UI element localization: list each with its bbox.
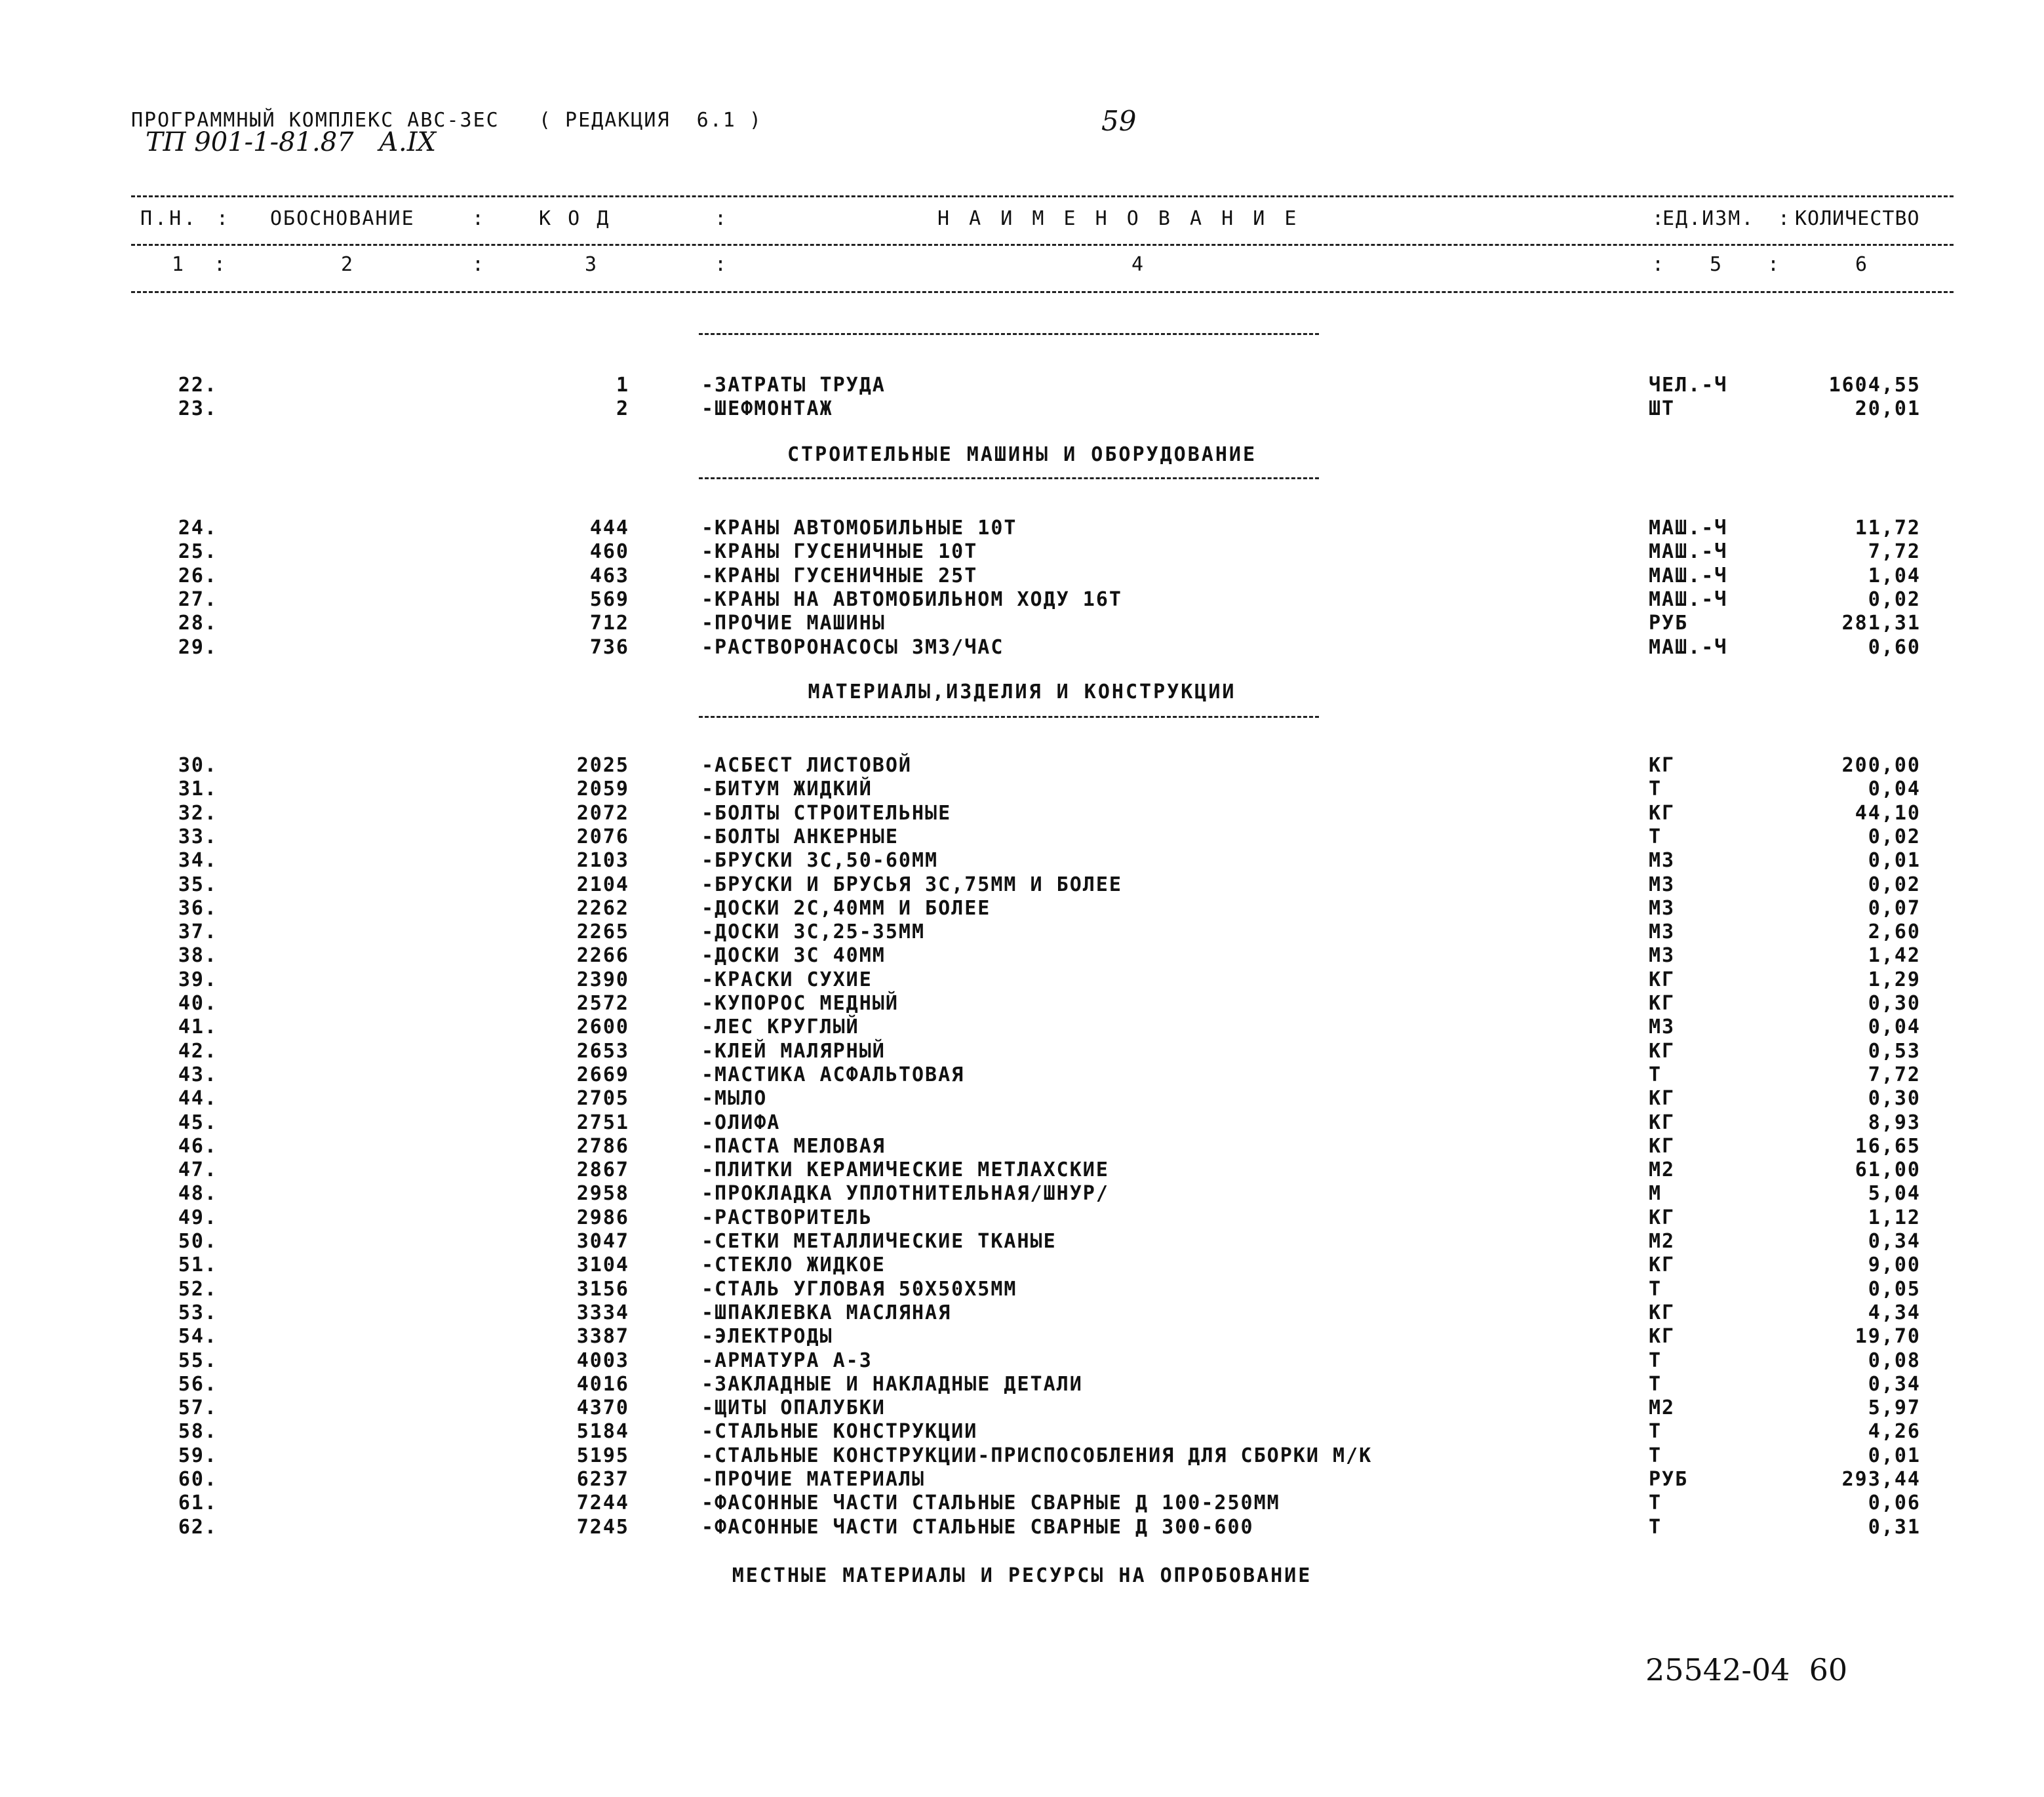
- table-row: [0, 754, 2044, 778]
- col-sep: :: [214, 253, 229, 276]
- program-header: ПРОГРАММНЫЙ КОМПЛЕКС АВС-3ЕС ( РЕДАКЦИЯ 6.1 ): [131, 109, 762, 132]
- row-quantity: 1,42: [1868, 944, 1921, 968]
- row-code: 2265: [576, 920, 629, 944]
- row-name: -ЗАТРАТЫ ТРУДА: [701, 374, 886, 397]
- col-sep: :: [1778, 207, 1793, 230]
- row-name: -ФАСОННЫЕ ЧАСТИ СТАЛЬНЫЕ СВАРНЫЕ Д 100-250ММ: [701, 1491, 1280, 1515]
- row-code: 2262: [576, 896, 629, 920]
- col-sep: :: [472, 207, 487, 230]
- row-number: 32.: [178, 801, 218, 825]
- header-rule-top: [131, 195, 1954, 197]
- col-header-qty: КОЛИЧЕСТВО: [1795, 207, 1920, 230]
- row-code: 3334: [576, 1301, 629, 1324]
- row-name: -ОЛИФА: [701, 1111, 781, 1134]
- col-header-name: Н А И М Е Н О В А Н И Е: [937, 207, 1301, 230]
- table-row: [0, 1111, 2044, 1135]
- row-number: 28.: [178, 612, 218, 635]
- row-unit: РУБ: [1649, 1468, 1689, 1491]
- row-code: 444: [589, 517, 629, 540]
- col-number-1: 1: [172, 253, 187, 276]
- row-name: -КРАНЫ ГУСЕНИЧНЫЕ 25Т: [701, 564, 978, 587]
- table-row: [0, 540, 2044, 564]
- row-quantity: 0,05: [1868, 1277, 1921, 1301]
- row-name: -БОЛТЫ СТРОИТЕЛЬНЫЕ: [701, 801, 952, 825]
- row-number: 30.: [178, 754, 218, 777]
- row-name: -БРУСКИ И БРУСЬЯ 3С,75ММ И БОЛЕЕ: [701, 873, 1122, 896]
- footer-section-title: МЕСТНЫЕ МАТЕРИАЛЫ И РЕСУРСЫ НА ОПРОБОВАНИЕ: [732, 1564, 1312, 1587]
- row-unit: КГ: [1649, 1134, 1676, 1158]
- row-quantity: 44,10: [1855, 801, 1921, 825]
- table-row: [0, 1373, 2044, 1396]
- row-code: 3387: [576, 1325, 629, 1349]
- row-name: -ШПАКЛЕВКА МАСЛЯНАЯ: [701, 1301, 952, 1324]
- row-unit: Т: [1649, 1491, 1662, 1515]
- row-number: 49.: [178, 1206, 218, 1229]
- row-name: -КЛЕЙ МАЛЯРНЫЙ: [701, 1039, 886, 1063]
- row-unit: КГ: [1649, 1254, 1676, 1277]
- row-name: -АСБЕСТ ЛИСТОВОЙ: [701, 754, 912, 777]
- row-name: -РАСТВОРИТЕЛЬ: [701, 1206, 873, 1229]
- row-quantity: 1,12: [1868, 1206, 1921, 1229]
- row-code: 7244: [576, 1491, 629, 1515]
- table-row: [0, 1468, 2044, 1491]
- section-title: МАТЕРИАЛЫ,ИЗДЕЛИЯ И КОНСТРУКЦИИ: [808, 681, 1236, 703]
- row-unit: КГ: [1649, 801, 1676, 825]
- row-unit: Т: [1649, 825, 1662, 848]
- row-unit: КГ: [1649, 1206, 1676, 1229]
- col-header-pn: П.Н.: [140, 207, 199, 230]
- row-unit: Т: [1649, 1063, 1662, 1086]
- row-unit: КГ: [1649, 992, 1676, 1015]
- table-row: [0, 944, 2044, 968]
- row-quantity: 7,72: [1868, 1063, 1921, 1086]
- row-number: 58.: [178, 1420, 218, 1444]
- row-number: 33.: [178, 825, 218, 848]
- section-title: СТРОИТЕЛЬНЫЕ МАШИНЫ И ОБОРУДОВАНИЕ: [787, 443, 1257, 466]
- table-row: [0, 968, 2044, 992]
- row-quantity: 19,70: [1855, 1325, 1921, 1349]
- page-number: 59: [1101, 105, 1137, 137]
- row-quantity: 8,93: [1868, 1111, 1921, 1134]
- row-unit: МАШ.-Ч: [1649, 587, 1728, 611]
- col-sep: :: [1767, 253, 1782, 276]
- row-quantity: 2,60: [1868, 920, 1921, 944]
- row-name: -КУПОРОС МЕДНЫЙ: [701, 992, 899, 1015]
- row-number: 48.: [178, 1182, 218, 1206]
- row-name: -ЭЛЕКТРОДЫ: [701, 1325, 833, 1349]
- row-code: 2786: [576, 1134, 629, 1158]
- table-row: [0, 873, 2044, 897]
- row-code: 2076: [576, 825, 629, 848]
- row-code: 5195: [576, 1444, 629, 1467]
- row-code: 569: [589, 587, 629, 611]
- table-row: [0, 1420, 2044, 1444]
- row-name: -СТЕКЛО ЖИДКОЕ: [701, 1254, 886, 1277]
- row-quantity: 0,60: [1868, 635, 1921, 659]
- row-code: 5184: [576, 1420, 629, 1444]
- row-name: -СТАЛЬНЫЕ КОНСТРУКЦИИ-ПРИСПОСОБЛЕНИЯ ДЛЯ СБОРКИ М/К: [701, 1444, 1373, 1467]
- row-quantity: 1,29: [1868, 968, 1921, 991]
- row-unit: МАШ.-Ч: [1649, 517, 1728, 540]
- table-row: [0, 374, 2044, 397]
- row-unit: М: [1649, 1182, 1662, 1206]
- table-row: [0, 564, 2044, 588]
- row-code: 2: [616, 397, 629, 421]
- row-quantity: 20,01: [1855, 397, 1921, 421]
- handwritten-note: 25542-04 60: [1645, 1652, 1848, 1688]
- row-number: 23.: [178, 397, 218, 421]
- row-name: -ПЛИТКИ КЕРАМИЧЕСКИЕ МЕТЛАХСКИЕ: [701, 1158, 1109, 1182]
- row-unit: М3: [1649, 944, 1676, 968]
- row-number: 47.: [178, 1158, 218, 1182]
- row-number: 25.: [178, 540, 218, 564]
- row-number: 45.: [178, 1111, 218, 1134]
- col-sep: :: [472, 253, 487, 276]
- table-row: [0, 992, 2044, 1016]
- row-unit: КГ: [1649, 968, 1676, 991]
- row-number: 26.: [178, 564, 218, 587]
- row-unit: М3: [1649, 920, 1676, 944]
- row-quantity: 16,65: [1855, 1134, 1921, 1158]
- row-number: 61.: [178, 1491, 218, 1515]
- row-quantity: 4,26: [1868, 1420, 1921, 1444]
- section-rule: [699, 333, 1319, 335]
- row-unit: Т: [1649, 1444, 1662, 1467]
- row-quantity: 0,31: [1868, 1515, 1921, 1539]
- row-code: 2072: [576, 801, 629, 825]
- row-name: -ДОСКИ 3С,25-35ММ: [701, 920, 926, 944]
- row-quantity: 0,30: [1868, 992, 1921, 1015]
- row-unit: М3: [1649, 1016, 1676, 1039]
- row-number: 36.: [178, 896, 218, 920]
- row-name: -ДОСКИ 2С,40ММ И БОЛЕЕ: [701, 896, 991, 920]
- row-quantity: 0,02: [1868, 587, 1921, 611]
- col-header-code: К О Д: [539, 207, 612, 230]
- table-row: [0, 1206, 2044, 1230]
- row-name: -СЕТКИ МЕТАЛЛИЧЕСКИЕ ТКАНЫЕ: [701, 1230, 1057, 1253]
- row-quantity: 61,00: [1855, 1158, 1921, 1182]
- table-row: [0, 636, 2044, 660]
- row-unit: Т: [1649, 1515, 1662, 1539]
- row-number: 43.: [178, 1063, 218, 1086]
- row-unit: ШТ: [1649, 397, 1676, 421]
- row-code: 2104: [576, 873, 629, 896]
- row-unit: Т: [1649, 1277, 1662, 1301]
- row-code: 2025: [576, 754, 629, 777]
- col-number-3: 3: [585, 253, 600, 276]
- row-unit: Т: [1649, 1372, 1662, 1396]
- col-sep: :: [1652, 253, 1667, 276]
- row-unit: РУБ: [1649, 612, 1689, 635]
- row-name: -КРАНЫ НА АВТОМОБИЛЬНОМ ХОДУ 16Т: [701, 587, 1122, 611]
- col-number-5: 5: [1710, 253, 1725, 276]
- table-row: [0, 1254, 2044, 1277]
- section-rule: [699, 716, 1319, 718]
- table-row: [0, 1516, 2044, 1539]
- row-quantity: 0,34: [1868, 1230, 1921, 1253]
- table-row: [0, 1158, 2044, 1182]
- row-quantity: 0,08: [1868, 1349, 1921, 1372]
- row-quantity: 0,01: [1868, 1444, 1921, 1467]
- row-code: 3047: [576, 1230, 629, 1253]
- row-name: -МАСТИКА АСФАЛЬТОВАЯ: [701, 1063, 965, 1086]
- col-sep: :: [1652, 207, 1667, 230]
- row-name: -БОЛТЫ АНКЕРНЫЕ: [701, 825, 899, 848]
- row-number: 59.: [178, 1444, 218, 1467]
- row-number: 40.: [178, 992, 218, 1015]
- row-quantity: 0,30: [1868, 1087, 1921, 1111]
- col-number-4: 4: [1131, 253, 1147, 276]
- col-sep: :: [715, 253, 730, 276]
- row-number: 51.: [178, 1254, 218, 1277]
- row-quantity: 0,04: [1868, 1016, 1921, 1039]
- row-code: 7245: [576, 1515, 629, 1539]
- row-name: -КРАНЫ ГУСЕНИЧНЫЕ 10Т: [701, 540, 978, 564]
- row-quantity: 5,04: [1868, 1182, 1921, 1206]
- row-unit: ЧЕЛ.-Ч: [1649, 374, 1728, 397]
- table-row: [0, 1087, 2044, 1111]
- row-code: 3156: [576, 1277, 629, 1301]
- row-number: 46.: [178, 1134, 218, 1158]
- row-number: 56.: [178, 1372, 218, 1396]
- row-quantity: 200,00: [1841, 754, 1921, 777]
- row-code: 4370: [576, 1396, 629, 1420]
- row-code: 2572: [576, 992, 629, 1015]
- row-quantity: 0,07: [1868, 896, 1921, 920]
- row-unit: М2: [1649, 1158, 1676, 1182]
- row-number: 44.: [178, 1087, 218, 1111]
- row-unit: КГ: [1649, 1087, 1676, 1111]
- row-unit: КГ: [1649, 1039, 1676, 1063]
- row-code: 2266: [576, 944, 629, 968]
- row-code: 2669: [576, 1063, 629, 1086]
- table-row: [0, 1396, 2044, 1420]
- row-unit: М2: [1649, 1230, 1676, 1253]
- row-quantity: 0,06: [1868, 1491, 1921, 1515]
- col-header-basis: ОБОСНОВАНИЕ: [270, 207, 415, 230]
- row-number: 24.: [178, 517, 218, 540]
- col-sep: :: [216, 207, 231, 230]
- row-number: 34.: [178, 849, 218, 873]
- row-number: 62.: [178, 1515, 218, 1539]
- row-number: 57.: [178, 1396, 218, 1420]
- table-row: [0, 1301, 2044, 1325]
- row-code: 2958: [576, 1182, 629, 1206]
- row-number: 53.: [178, 1301, 218, 1324]
- row-code: 6237: [576, 1468, 629, 1491]
- row-quantity: 293,44: [1841, 1468, 1921, 1491]
- row-name: -АРМАТУРА А-3: [701, 1349, 873, 1372]
- row-code: 2867: [576, 1158, 629, 1182]
- row-number: 37.: [178, 920, 218, 944]
- row-name: -ЩИТЫ ОПАЛУБКИ: [701, 1396, 886, 1420]
- row-number: 52.: [178, 1277, 218, 1301]
- row-quantity: 1,04: [1868, 564, 1921, 587]
- table-row: [0, 517, 2044, 540]
- row-quantity: 11,72: [1855, 517, 1921, 540]
- row-code: 1: [616, 374, 629, 397]
- row-code: 2986: [576, 1206, 629, 1229]
- row-code: 4003: [576, 1349, 629, 1372]
- table-row: [0, 1491, 2044, 1515]
- row-code: 4016: [576, 1372, 629, 1396]
- row-name: -КРАСКИ СУХИЕ: [701, 968, 873, 991]
- row-code: 736: [589, 635, 629, 659]
- row-quantity: 281,31: [1841, 612, 1921, 635]
- row-code: 2059: [576, 778, 629, 801]
- row-number: 60.: [178, 1468, 218, 1491]
- row-unit: М3: [1649, 896, 1676, 920]
- row-unit: КГ: [1649, 754, 1676, 777]
- table-row: [0, 1325, 2044, 1349]
- row-quantity: 0,04: [1868, 778, 1921, 801]
- row-unit: МАШ.-Ч: [1649, 540, 1728, 564]
- row-quantity: 5,97: [1868, 1396, 1921, 1420]
- row-unit: МАШ.-Ч: [1649, 564, 1728, 587]
- row-unit: КГ: [1649, 1301, 1676, 1324]
- row-unit: М3: [1649, 873, 1676, 896]
- row-name: -ПРОЧИЕ МАТЕРИАЛЫ: [701, 1468, 926, 1491]
- row-name: -МЫЛО: [701, 1087, 768, 1111]
- table-row: [0, 1444, 2044, 1468]
- table-row: [0, 1063, 2044, 1087]
- row-unit: М3: [1649, 849, 1676, 873]
- row-quantity: 9,00: [1868, 1254, 1921, 1277]
- row-code: 2103: [576, 849, 629, 873]
- row-number: 55.: [178, 1349, 218, 1372]
- row-quantity: 0,01: [1868, 849, 1921, 873]
- row-code: 460: [589, 540, 629, 564]
- row-name: -ДОСКИ 3С 40ММ: [701, 944, 886, 968]
- table-row: [0, 1135, 2044, 1158]
- table-row: [0, 1278, 2044, 1301]
- row-quantity: 0,02: [1868, 873, 1921, 896]
- row-unit: Т: [1649, 1420, 1662, 1444]
- row-number: 38.: [178, 944, 218, 968]
- table-row: [0, 397, 2044, 421]
- row-name: -ЛЕС КРУГЛЫЙ: [701, 1016, 859, 1039]
- row-name: -ПРОЧИЕ МАШИНЫ: [701, 612, 886, 635]
- row-name: -ПРОКЛАДКА УПЛОТНИТЕЛЬНАЯ/ШНУР/: [701, 1182, 1109, 1206]
- row-name: -ЗАКЛАДНЫЕ И НАКЛАДНЫЕ ДЕТАЛИ: [701, 1372, 1083, 1396]
- row-code: 463: [589, 564, 629, 587]
- row-number: 22.: [178, 374, 218, 397]
- table-row: [0, 1230, 2044, 1254]
- row-unit: Т: [1649, 778, 1662, 801]
- col-number-6: 6: [1855, 253, 1870, 276]
- row-number: 50.: [178, 1230, 218, 1253]
- row-name: -ПАСТА МЕЛОВАЯ: [701, 1134, 886, 1158]
- row-code: 2600: [576, 1016, 629, 1039]
- row-name: -ФАСОННЫЕ ЧАСТИ СТАЛЬНЫЕ СВАРНЫЕ Д 300-600: [701, 1515, 1254, 1539]
- table-row: [0, 825, 2044, 849]
- row-code: 712: [589, 612, 629, 635]
- table-row: [0, 920, 2044, 944]
- row-number: 31.: [178, 778, 218, 801]
- row-number: 35.: [178, 873, 218, 896]
- row-number: 27.: [178, 587, 218, 611]
- table-row: [0, 1182, 2044, 1206]
- table-row: [0, 897, 2044, 920]
- row-number: 42.: [178, 1039, 218, 1063]
- row-name: -ШЕФМОНТАЖ: [701, 397, 833, 421]
- row-number: 29.: [178, 635, 218, 659]
- row-quantity: 1604,55: [1828, 374, 1921, 397]
- row-quantity: 0,34: [1868, 1372, 1921, 1396]
- row-name: -СТАЛЬ УГЛОВАЯ 50Х50Х5ММ: [701, 1277, 1017, 1301]
- row-unit: КГ: [1649, 1111, 1676, 1134]
- row-quantity: 7,72: [1868, 540, 1921, 564]
- section-rule: [699, 477, 1319, 479]
- row-number: 39.: [178, 968, 218, 991]
- row-quantity: 4,34: [1868, 1301, 1921, 1324]
- col-header-unit: ЕД.ИЗМ.: [1662, 207, 1755, 230]
- row-name: -БИТУМ ЖИДКИЙ: [701, 778, 873, 801]
- row-number: 41.: [178, 1016, 218, 1039]
- row-code: 2653: [576, 1039, 629, 1063]
- row-unit: МАШ.-Ч: [1649, 635, 1728, 659]
- row-code: 2751: [576, 1111, 629, 1134]
- row-number: 54.: [178, 1325, 218, 1349]
- table-row: [0, 612, 2044, 635]
- header-rule-bottom: [131, 291, 1954, 293]
- header-rule-mid: [131, 244, 1954, 246]
- row-code: 2705: [576, 1087, 629, 1111]
- table-row: [0, 1016, 2044, 1039]
- table-row: [0, 588, 2044, 612]
- project-code: ТП 901-1-81.87 А.IX: [146, 127, 437, 157]
- row-unit: КГ: [1649, 1325, 1676, 1349]
- row-code: 2390: [576, 968, 629, 991]
- row-name: -РАСТВОРОНАСОСЫ 3М3/ЧАС: [701, 635, 1004, 659]
- row-unit: М2: [1649, 1396, 1676, 1420]
- col-sep: :: [715, 207, 730, 230]
- row-name: -СТАЛЬНЫЕ КОНСТРУКЦИИ: [701, 1420, 978, 1444]
- table-row: [0, 1349, 2044, 1373]
- table-row: [0, 1040, 2044, 1063]
- row-unit: Т: [1649, 1349, 1662, 1372]
- row-quantity: 0,02: [1868, 825, 1921, 848]
- row-quantity: 0,53: [1868, 1039, 1921, 1063]
- row-code: 3104: [576, 1254, 629, 1277]
- table-row: [0, 778, 2044, 801]
- row-name: -БРУСКИ 3С,50-60ММ: [701, 849, 939, 873]
- table-row: [0, 802, 2044, 825]
- col-number-2: 2: [341, 253, 356, 276]
- row-name: -КРАНЫ АВТОМОБИЛЬНЫЕ 10Т: [701, 517, 1017, 540]
- table-row: [0, 849, 2044, 873]
